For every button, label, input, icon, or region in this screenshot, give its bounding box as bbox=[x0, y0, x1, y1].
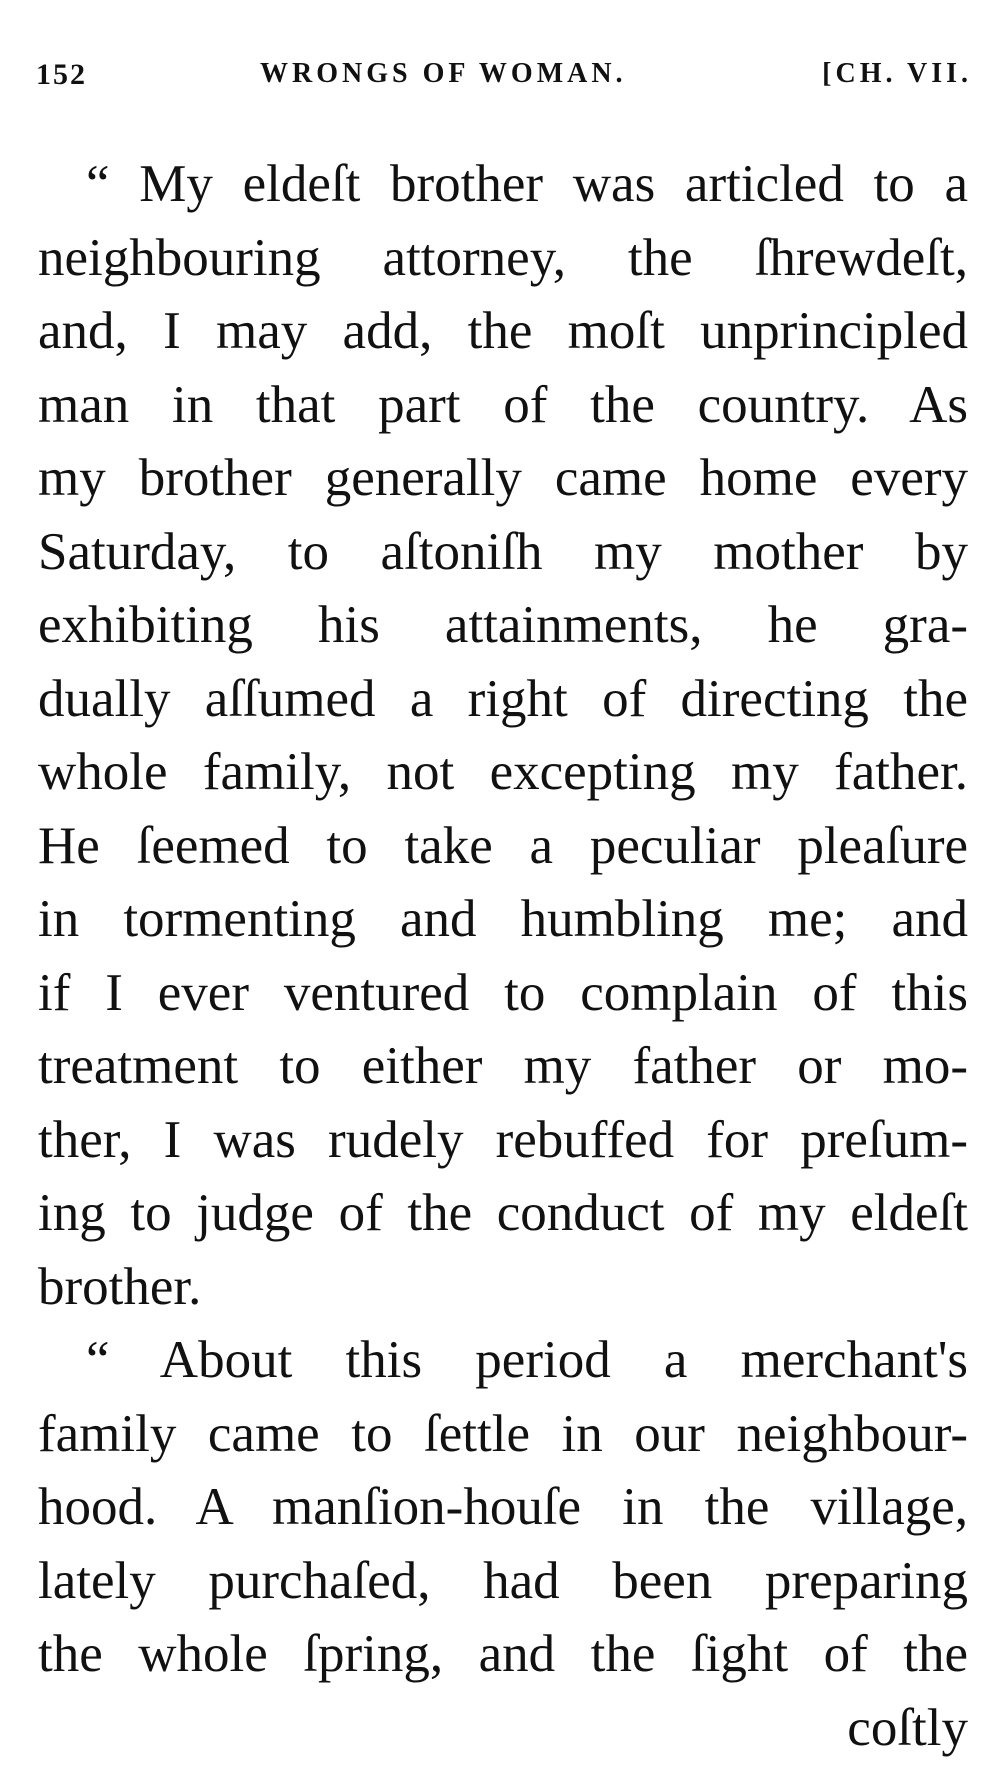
text-line: “ About this period a merchant's bbox=[86, 1331, 968, 1389]
catchword: coſtly bbox=[847, 1698, 968, 1757]
running-title: WRONGS OF WOMAN. bbox=[260, 58, 627, 89]
paragraph-2 bbox=[38, 1324, 968, 1692]
text-line: He ſeemed to take a peculiar pleaſure bbox=[38, 816, 968, 875]
text-line: exhibiting his attainments, he gra- bbox=[38, 596, 968, 654]
text-line: ing to judge of the conduct of my eldeſt bbox=[38, 1184, 968, 1242]
text-line: my brother generally came home every bbox=[38, 449, 968, 507]
running-head bbox=[28, 52, 972, 102]
text-line: and, I may add, the moſt unprincipled bbox=[38, 302, 968, 360]
text-line: whole family, not excepting my father. bbox=[38, 743, 968, 801]
text-line: ther, I was rudely rebuffed for preſum- bbox=[38, 1110, 968, 1169]
text-line: dually aſſumed a right of directing the bbox=[38, 669, 968, 728]
chapter-marker: [CH. VII. bbox=[822, 58, 972, 89]
text-line: “ My eldeſt brother was articled to a bbox=[86, 155, 968, 213]
text-line: family came to ſettle in our neighbour- bbox=[38, 1404, 968, 1463]
body-text bbox=[38, 148, 968, 1765]
text-line: hood. A manſion-houſe in the village, bbox=[38, 1478, 968, 1536]
page-number: 152 bbox=[36, 58, 87, 91]
text-line: brother. bbox=[38, 1257, 202, 1316]
text-line: treatment to either my father or mo- bbox=[38, 1037, 968, 1095]
text-line: if I ever ventured to complain of this bbox=[38, 963, 968, 1022]
paragraph-1 bbox=[38, 148, 968, 1324]
text-line: man in that part of the country. As bbox=[38, 375, 968, 434]
text-line: the whole ſpring, and the ſight of the bbox=[38, 1625, 968, 1683]
text-line: neighbouring attorney, the ſhrewdeſt, bbox=[38, 228, 968, 287]
text-line: lately purchaſed, had been preparing bbox=[38, 1551, 968, 1610]
text-line: Saturday, to aſtoniſh my mother by bbox=[38, 522, 968, 581]
text-line: in tormenting and humbling me; and bbox=[38, 890, 968, 948]
